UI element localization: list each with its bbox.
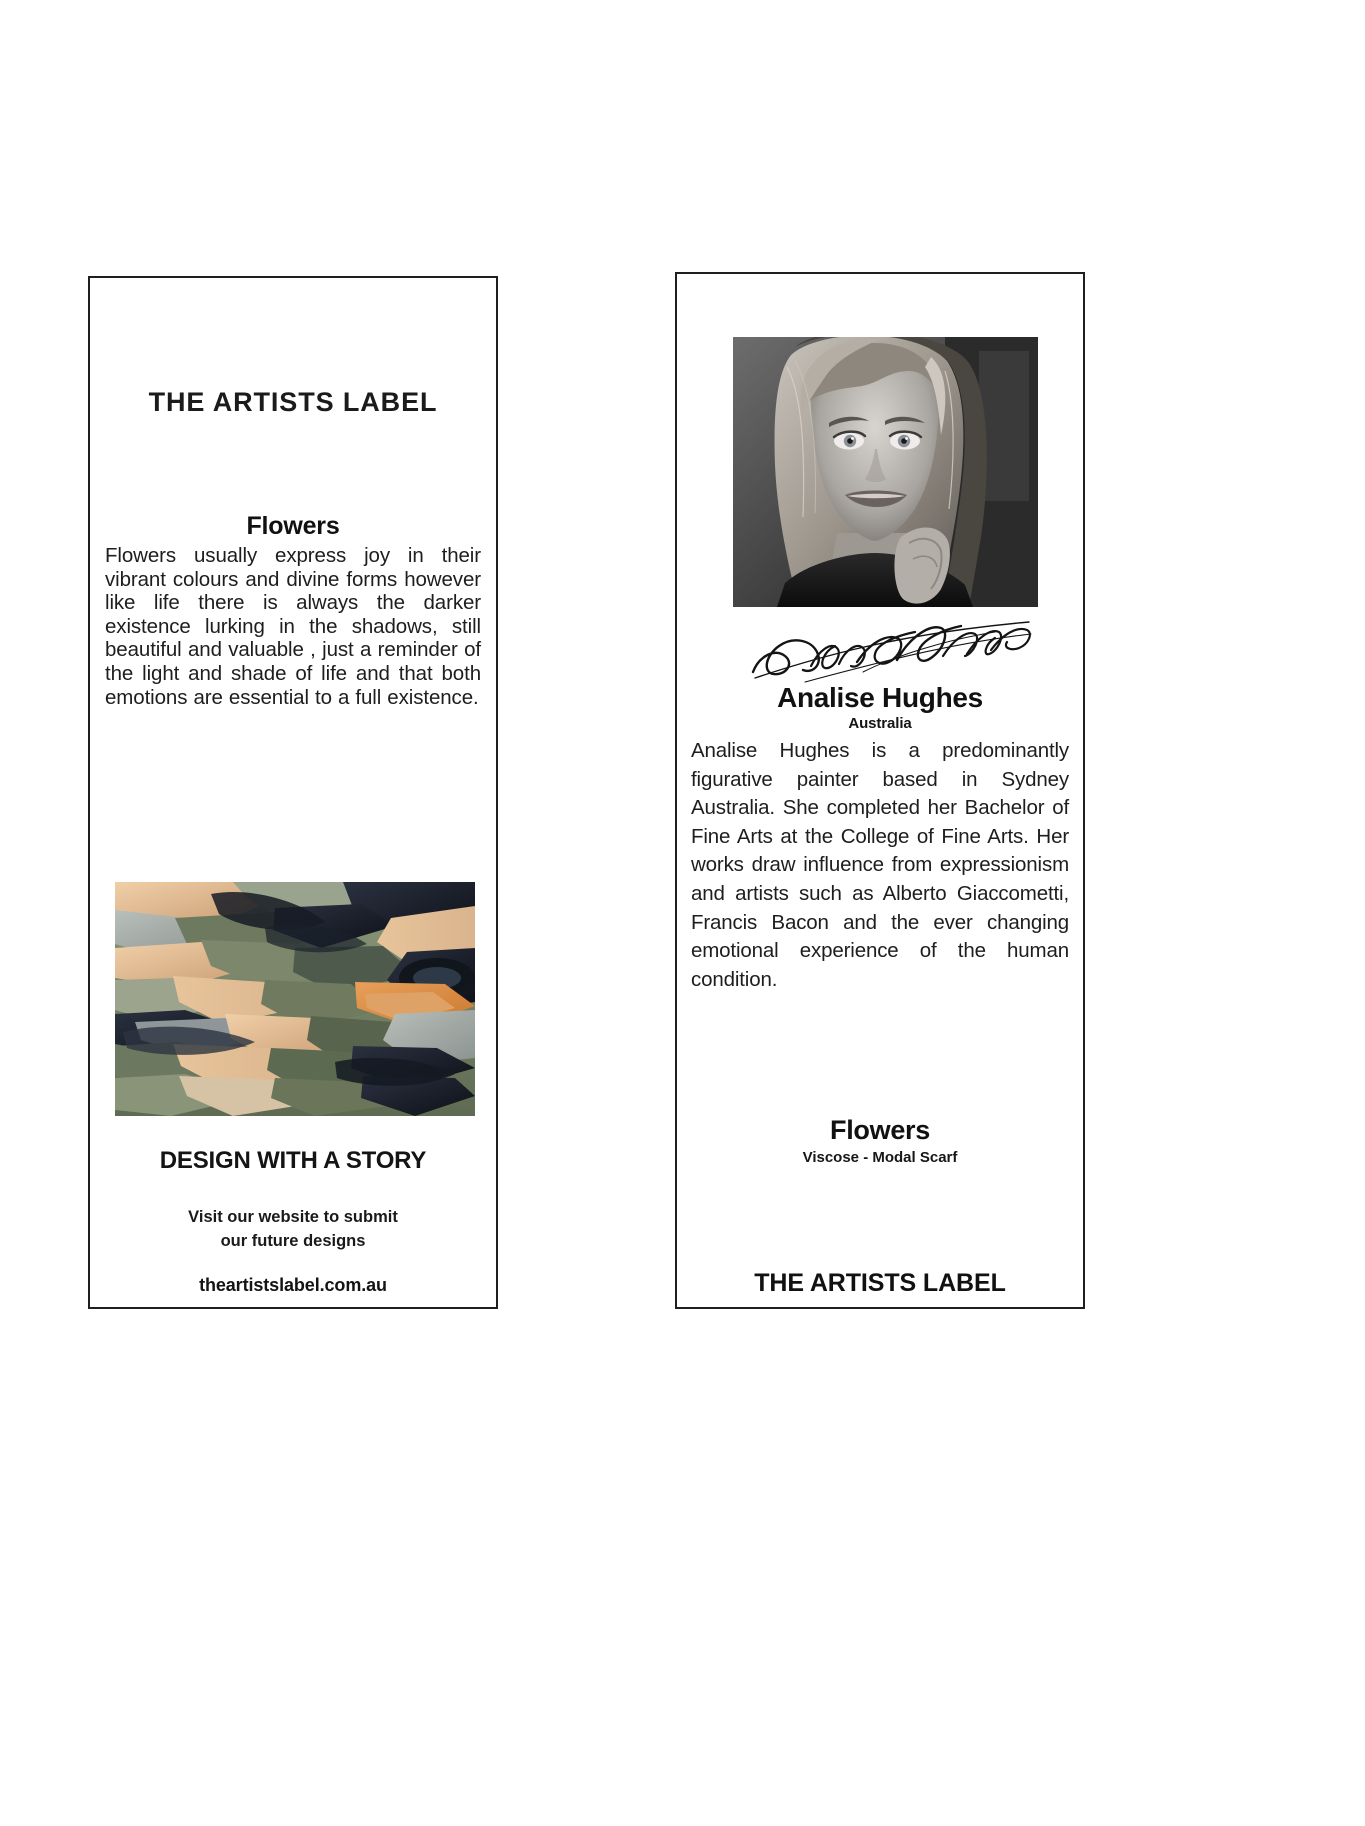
artwork-swatch-image — [115, 882, 475, 1116]
artist-biography-text: Analise Hughes is a predominantly figurative painter based in Sydney Australia. She completed her Bachelor of Fine Arts at the College of Fine Arts. Her works draw influence from expressionism and artists such as Alberto Giaccometti, Francis Bacon and the ever changing emotional experience of the human condition. — [691, 739, 1069, 991]
design-heading: Flowers — [246, 512, 340, 540]
right-tag-panel — [675, 272, 1085, 1309]
brand-title: THE ARTISTS LABEL — [148, 387, 438, 417]
submit-note — [90, 1205, 496, 1253]
submit-note-line-2: our future designs — [220, 1232, 366, 1250]
website-url[interactable]: theartistslabel.com.au — [199, 1275, 387, 1295]
product-material: Viscose - Modal Scarf — [802, 1149, 958, 1166]
submit-note-line-1: Visit our website to submit — [188, 1208, 398, 1226]
artist-portrait-photo — [733, 337, 1038, 607]
design-story-text: Flowers usually express joy in their vibrant colours and divine forms however like life there is always the darker existence lurking in the shadows, still beautiful and valuable , just a reminder of the light and shade of life and that both emotions are essential to a full existence. — [105, 544, 481, 709]
footer-brand-title: THE ARTISTS LABEL — [754, 1269, 1006, 1297]
left-tag-panel — [88, 276, 498, 1309]
product-name: Flowers — [830, 1115, 930, 1145]
tagline: DESIGN WITH A STORY — [159, 1147, 427, 1174]
artist-country: Australia — [848, 715, 912, 732]
artist-name: Analise Hughes — [777, 682, 983, 713]
artist-signature — [745, 616, 1035, 684]
